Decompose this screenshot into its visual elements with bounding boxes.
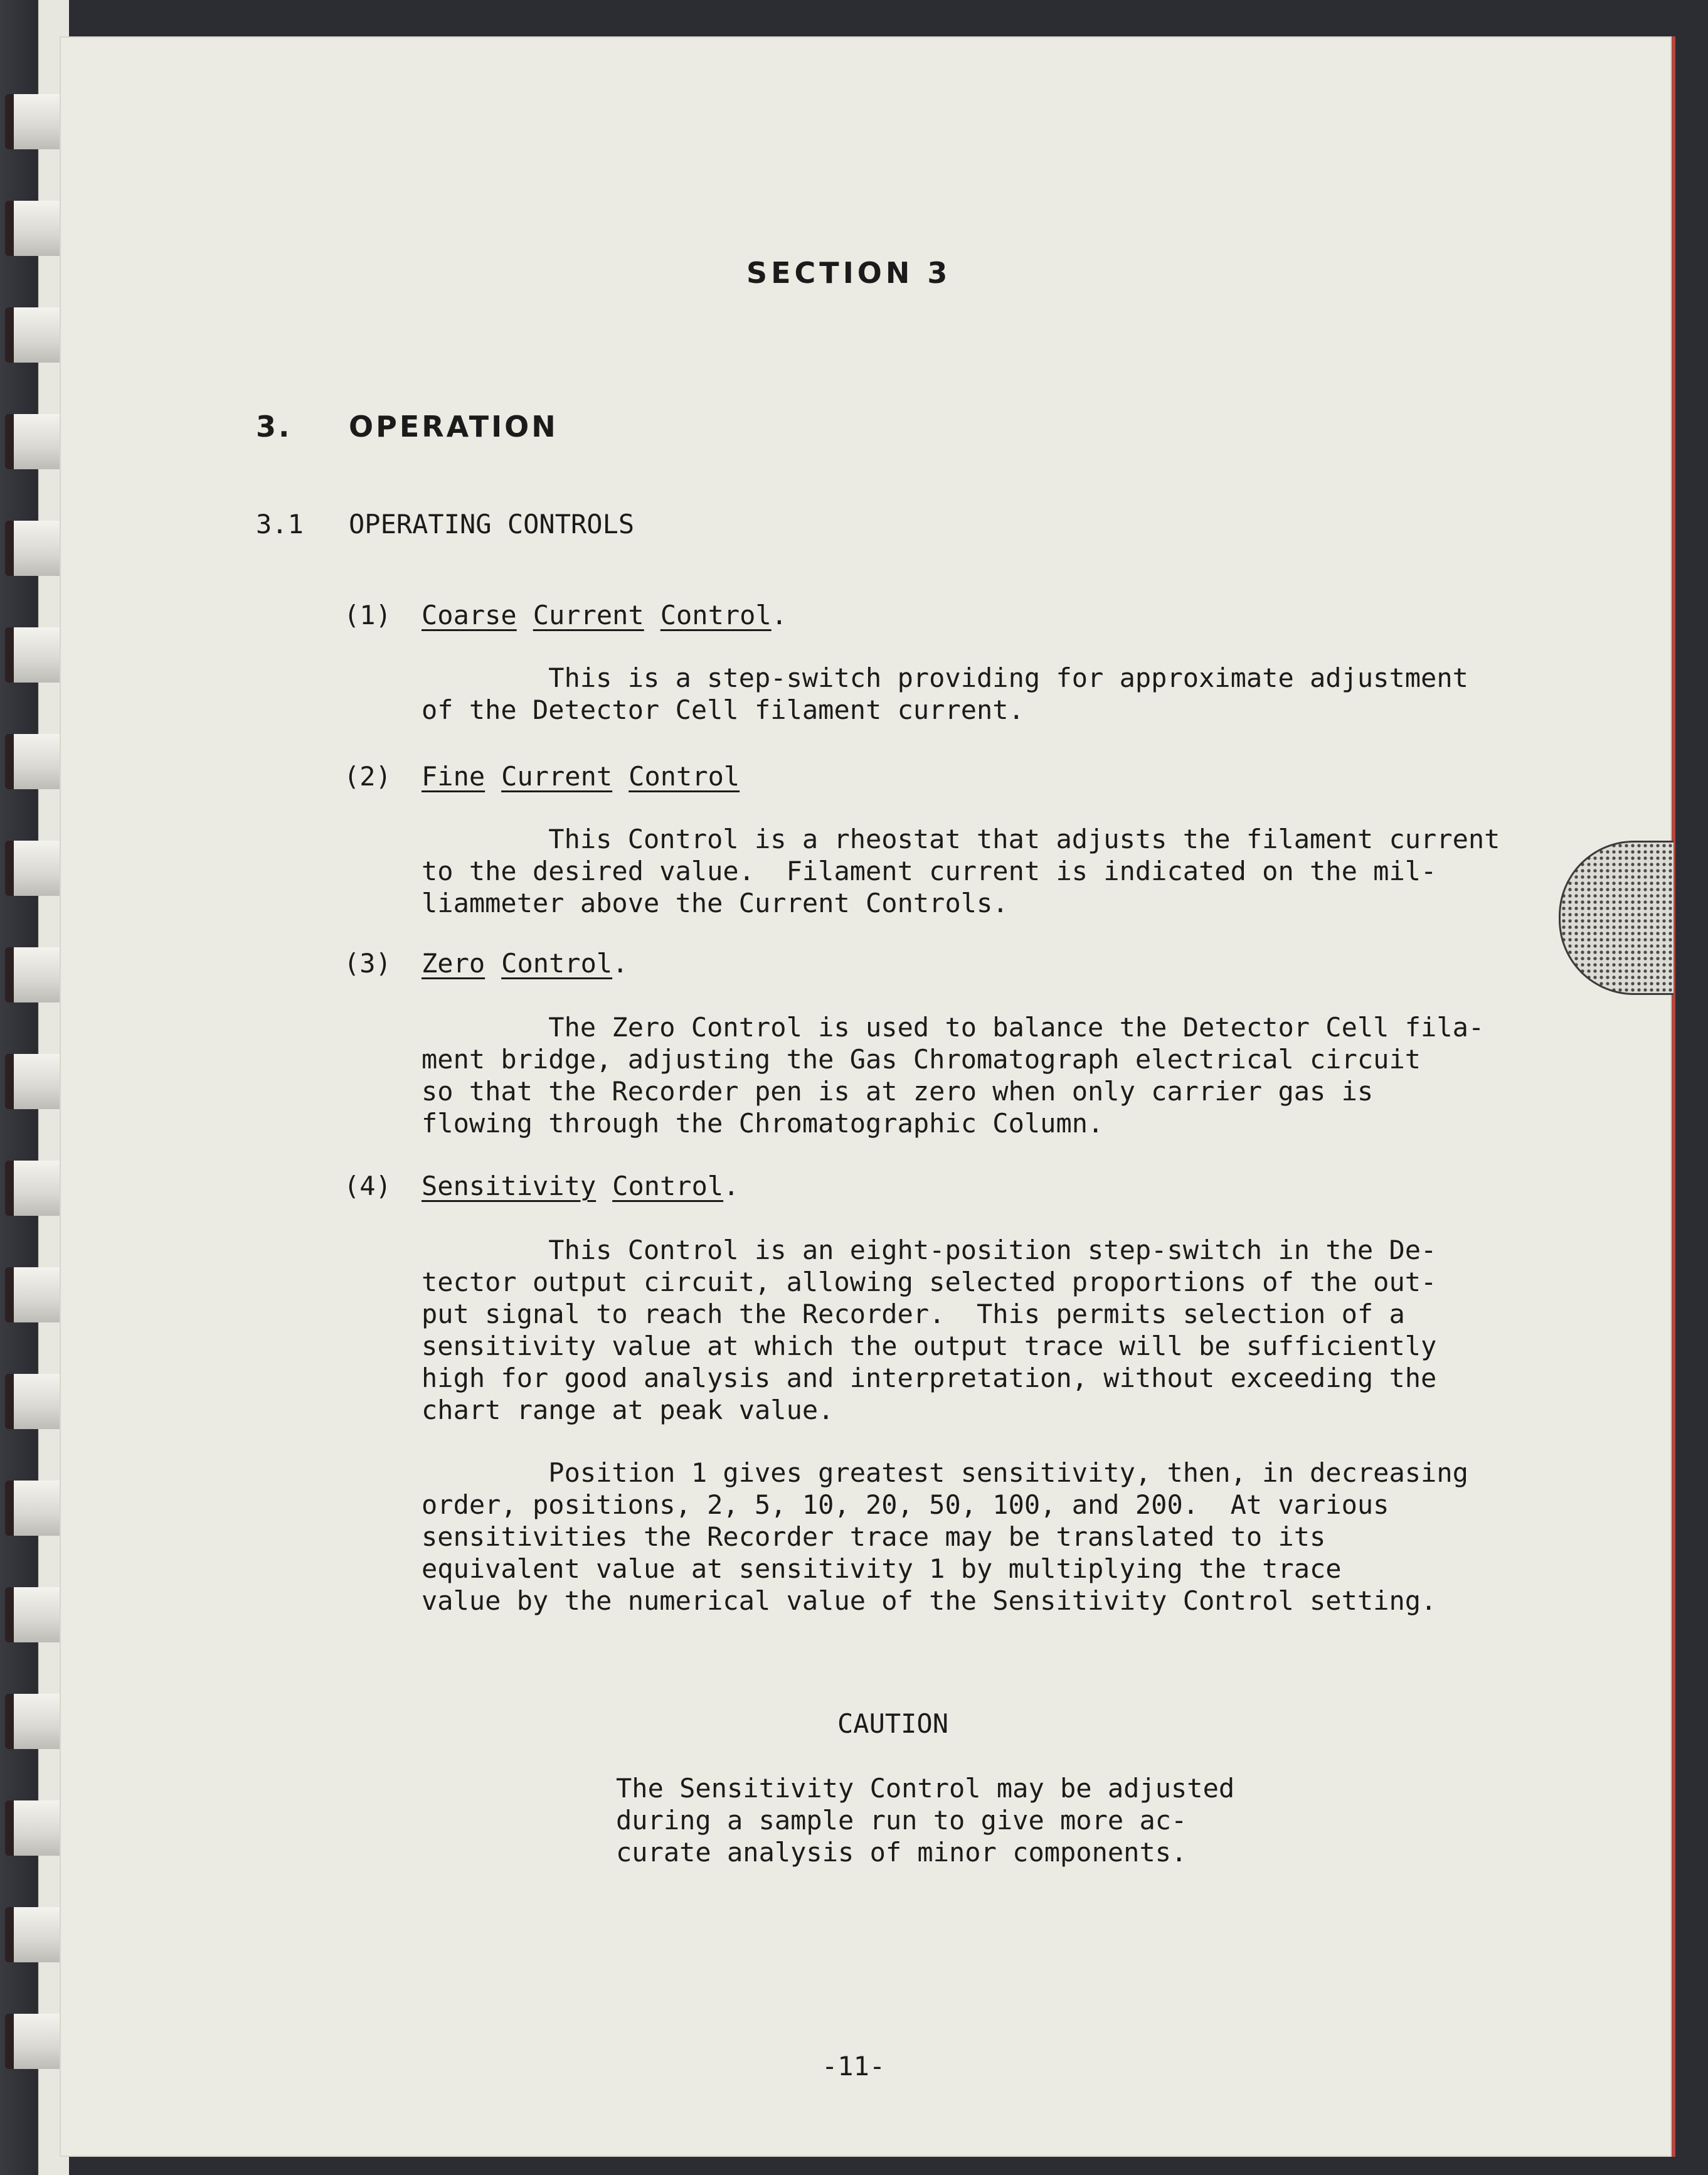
heading-number: 3.	[256, 410, 292, 444]
item-1-title: Coarse Current Control.	[422, 600, 788, 630]
item-2-paragraph: This Control is a rheostat that adjusts the filament current to the desired value. Filament current is indicated on the mil- liammeter above the Current Controls.	[422, 824, 1500, 918]
item-4-paragraph-2: Position 1 gives greatest sensitivity, then, in decreasing order, positions, 2, 5, 10, 20, 50, 100, and 200. At various sensitivities the Recorder trace may be translated to its equivalent value at sensitivity 1 by multiplying the trace value by the numerical value of the Sensitivity Control setting.	[422, 1457, 1468, 1616]
caution-title: CAUTION	[837, 1708, 949, 1739]
item-2-number: (2)	[344, 761, 391, 792]
item-1-number: (1)	[344, 600, 391, 630]
item-4-title: Sensitivity Control.	[422, 1171, 740, 1201]
caution-text: The Sensitivity Control may be adjusted during a sample run to give more ac- curate analysis of minor components.	[616, 1773, 1235, 1868]
item-1-paragraph: This is a step-switch providing for approximate adjustment of the Detector Cell filament current.	[422, 662, 1468, 725]
section-title: SECTION 3	[746, 256, 952, 290]
item-3-number: (3)	[344, 948, 391, 979]
item-4-paragraph-1: This Control is an eight-position step-switch in the De- tector output circuit, allowing selected proportions of the out- put signal to reach the Recorder. This permits selection of a sensitivity value at which the output trace will be sufficiently high for good analysis and interpretation, without exceeding the chart range at peak value.	[422, 1235, 1437, 1425]
item-3-title: Zero Control.	[422, 948, 629, 979]
page-number: -11-	[822, 2051, 886, 2082]
heading-title: OPERATION	[349, 410, 558, 444]
subheading-number: 3.1	[256, 509, 304, 540]
item-3-paragraph: The Zero Control is used to balance the Detector Cell fila- ment bridge, adjusting the Gas Chromatograph electrical circuit so that the Recorder pen is at zero when only carrier gas is flowing through the Chromatographic Column.	[422, 1012, 1485, 1139]
subheading-title: OPERATING CONTROLS	[349, 509, 635, 540]
item-4-number: (4)	[344, 1171, 391, 1201]
item-2-title: Fine Current Control	[422, 761, 740, 792]
